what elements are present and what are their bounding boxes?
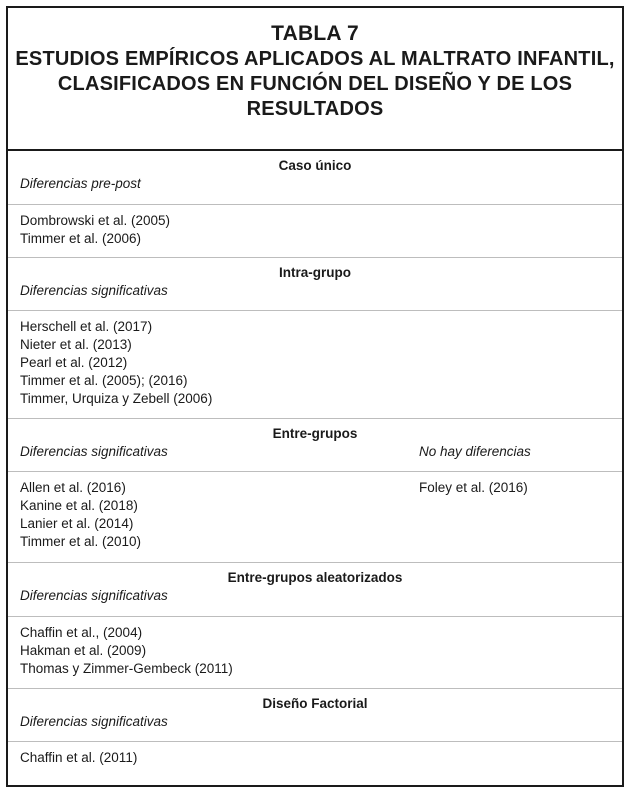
table-title-line-3: RESULTADOS: [246, 98, 384, 120]
section-subheader: [8, 281, 622, 301]
section-caso-unico-header: [8, 151, 622, 205]
section-entre-grupos-header: [8, 419, 622, 472]
result-label: Diferencias significativas: [20, 283, 168, 298]
section-factorial-header: [8, 689, 622, 742]
section-aleatorizados-header: [8, 563, 622, 617]
section-factorial-refs: [8, 742, 622, 786]
reference-list-right: [419, 479, 528, 497]
reference-item: Allen et al. (2016): [20, 480, 126, 495]
reference-item: Foley et al. (2016): [419, 480, 528, 495]
reference-item: Timmer, Urquiza y Zebell (2006): [20, 391, 213, 406]
section-intra-grupo-header: [8, 258, 622, 311]
reference-item: Kanine et al. (2018): [20, 498, 138, 513]
reference-item: Hakman et al. (2009): [20, 643, 147, 658]
table-header: [8, 8, 622, 151]
section-title: Entre-grupos aleatorizados: [227, 570, 403, 585]
section-subheader: [8, 174, 622, 194]
reference-list: [20, 318, 212, 408]
section-title: Intra-grupo: [279, 265, 351, 280]
result-label: Diferencias significativas: [20, 444, 168, 459]
reference-item: Pearl et al. (2012): [20, 355, 128, 370]
reference-item: Dombrowski et al. (2005): [20, 213, 171, 228]
table-number: TABLA 7: [271, 22, 359, 45]
reference-item: Timmer et al. (2006): [20, 231, 142, 246]
reference-item: Chaffin et al., (2004): [20, 625, 143, 640]
section-subheader: [8, 712, 622, 732]
section-caso-unico-refs: [8, 205, 622, 258]
result-label: Diferencias significativas: [20, 588, 168, 603]
reference-list: [20, 624, 233, 678]
reference-item: Lanier et al. (2014): [20, 516, 134, 531]
section-entre-grupos-refs: [8, 472, 622, 563]
reference-item: Herschell et al. (2017): [20, 319, 153, 334]
reference-list: [20, 212, 170, 248]
result-label: Diferencias significativas: [20, 714, 168, 729]
reference-item: Nieter et al. (2013): [20, 337, 132, 352]
reference-item: Timmer et al. (2005); (2016): [20, 373, 188, 388]
reference-item: Thomas y Zimmer-Gembeck (2011): [20, 661, 233, 676]
section-title: Caso único: [278, 158, 352, 173]
result-label: Diferencias pre-post: [20, 176, 141, 191]
table-title-line-1: ESTUDIOS EMPÍRICOS APLICADOS AL MALTRATO INFANTIL,: [15, 48, 615, 70]
section-aleatorizados-refs: [8, 617, 622, 689]
section-title: Diseño Factorial: [262, 696, 368, 711]
reference-list: [20, 479, 141, 551]
section-intra-grupo-refs: [8, 311, 622, 419]
section-subheader: [8, 442, 622, 462]
table-title-line-2: CLASIFICADOS EN FUNCIÓN DEL DISEÑO Y DE LOS: [57, 73, 573, 95]
reference-item: Chaffin et al. (2011): [20, 750, 138, 765]
section-title: Entre-grupos: [272, 426, 358, 441]
reference-item: Timmer et al. (2010): [20, 534, 142, 549]
table-frame: [6, 6, 624, 787]
result-label-right: No hay diferencias: [419, 444, 531, 459]
section-subheader: [8, 586, 622, 606]
reference-list: [20, 749, 137, 767]
